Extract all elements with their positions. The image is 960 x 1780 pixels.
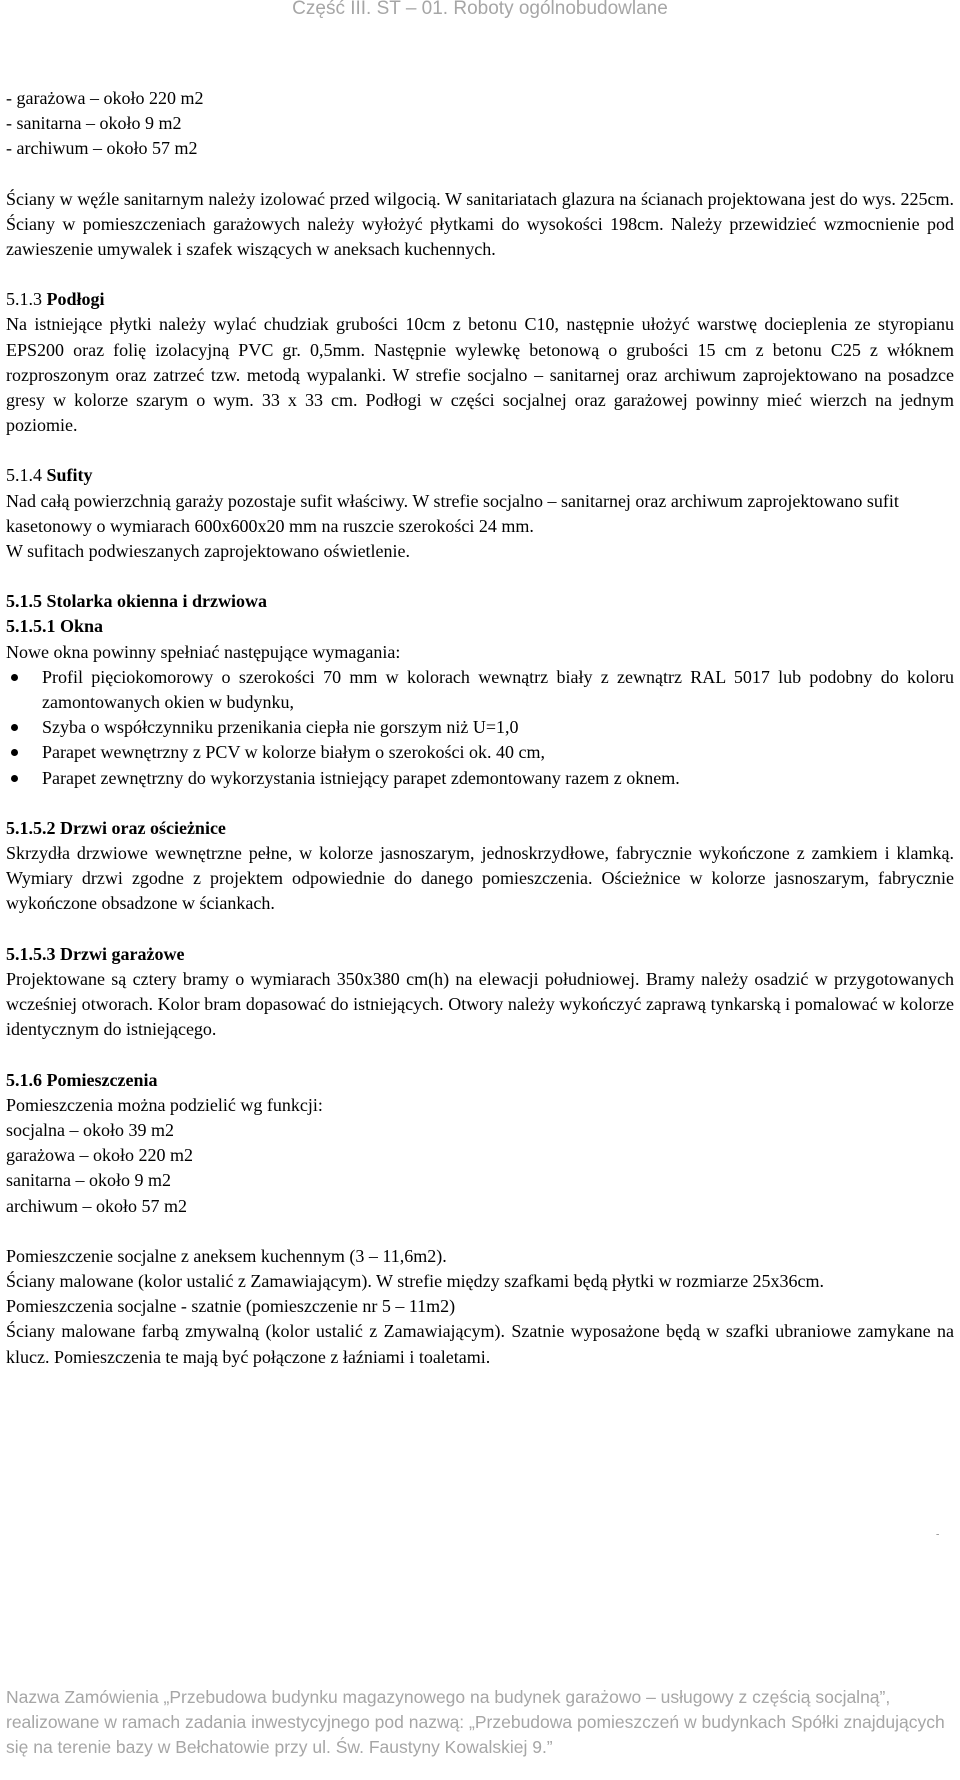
- stray-mark: -: [936, 1529, 940, 1540]
- rooms-paragraph-2: Ściany malowane (kolor ustalić z Zamawiającym). W strefie między szafkami będą płytki w rozmiarze 25x36cm.: [6, 1270, 825, 1291]
- list-item: garażowa – około 220 m2: [6, 1145, 193, 1166]
- list-item: archiwum – około 57 m2: [6, 1195, 187, 1216]
- ceilings-paragraph: Nad całą powierzchnią garaży pozostaje sufit właściwy. W strefie socjalno – sanitarnej oraz archiwum zaprojektowano sufit kasetonowy o wymiarach 600x600x20 mm na ruszcie szerokości 24 mm.: [6, 490, 899, 536]
- section-heading-floors: [6, 287, 954, 312]
- rooms-intro: Pomieszczenia można podzielić wg funkcji:: [6, 1094, 323, 1115]
- list-item: Szyba o współczynniku przenikania ciepła nie gorszym niż U=1,0: [6, 715, 954, 740]
- running-footer: Nazwa Zamówienia „Przebudowa budynku magazynowego na budynek garażowo – usługowy z częścią socjalną”, realizowane w ramach zadania inwestycyjnego pod nazwą: „Przebudowa pomieszczeń w budynkach Spółki znajdujących się na terenie bazy w Bełchatowie przy ul. Św. Faustyny Kowalskiej 9.”: [6, 1687, 945, 1757]
- subsection-heading-windows: 5.1.5.1 Okna: [6, 616, 104, 637]
- section-number: 5.1.6: [6, 1069, 42, 1090]
- garage-doors-paragraph: Projektowane są cztery bramy o wymiarach 350x380 cm(h) na elewacji południowej. Bramy należy osadzić w przygotowanych wcześniej otworach. Kolor bram dopasować do istniejących. Otwory należy wykończyć zaprawą tynkarską i pomalować w kolorze identycznym do istniejącego.: [6, 968, 954, 1040]
- ceilings-paragraph-2: W sufitach podwieszanych zaprojektowano oświetlenie.: [6, 541, 411, 562]
- section-heading-ceilings: [6, 463, 954, 488]
- rooms-paragraph-3: Pomieszczenia socjalne - szatnie (pomieszczenie nr 5 – 11m2): [6, 1296, 456, 1317]
- windows-requirements-list: [6, 665, 954, 791]
- section-number: 5.1.4: [6, 465, 42, 486]
- running-header: Część III. ST – 01. Roboty ogólnobudowlane: [292, 0, 668, 19]
- windows-intro: Nowe okna powinny spełniać następujące wymagania:: [6, 641, 401, 662]
- doors-paragraph: Skrzydła drzwiowe wewnętrzne pełne, w kolorze jasnoszarym, jednoskrzydłowe, fabrycznie wykończone z zamkiem i klamką. Wymiary drzwi zgodne z projektem odpowiednie do danego pomieszczenia. Ościeżnice w kolorze jasnoszarym, fabrycznie wykończone obsadzone w ściankach.: [6, 843, 954, 914]
- section-title: Sufity: [46, 465, 93, 486]
- section-title: Podłogi: [46, 289, 105, 310]
- list-item: - sanitarna – około 9 m2: [6, 113, 182, 134]
- section-heading-joinery: 5.1.5 Stolarka okienna i drzwiowa: [6, 591, 268, 612]
- section-heading-rooms: [6, 1068, 954, 1093]
- walls-paragraph: Ściany w węźle sanitarnym należy izolować przed wilgocią. W sanitariatach glazura na ścianach projektowana jest do wys. 225cm. Ściany w pomieszczeniach garażowych należy wyłożyć płytkami do wysokości 198cm. Należy przewidzieć wzmocnienie pod zawieszenie umywalek i szafek wiszących w aneksach kuchennych.: [6, 188, 954, 260]
- document-body: [6, 86, 954, 1370]
- subsection-heading-doors: 5.1.5.2 Drzwi oraz ościeżnice: [6, 817, 226, 838]
- section-number: 5.1.3: [6, 289, 42, 310]
- list-item: Profil pięciokomorowy o szerokości 70 mm w kolorach wewnątrz biały z zewnątrz RAL 5017 lub podobny do koloru zamontowanych okien w budynku,: [6, 665, 954, 715]
- list-item: Parapet wewnętrzny z PCV w kolorze białym o szerokości ok. 40 cm,: [6, 740, 954, 765]
- floors-paragraph: Na istniejące płytki należy wylać chudziak grubości 10cm z betonu C10, następnie ułożyć warstwę docieplenia ze styropianu EPS200 oraz folię izolacyjną PVC gr. 0,5mm. Następnie wylewkę betonową o grubości 15 cm z betonu C25 z włóknem rozproszonym oraz zatrzeć tzw. metodą wypalanki. W strefie socjalno – sanitarnej oraz archiwum zaprojektowano na posadzce gresy w kolorze szarym o wym. 33 x 33 cm. Podłogi w części socjalnej oraz garażowej powinny mieć wierzch na jednym poziomie.: [6, 314, 954, 436]
- rooms-paragraph-4: Ściany malowane farbą zmywalną (kolor ustalić z Zamawiającym). Szatnie wyposażone będą w szafki ubraniowe zamykane na klucz. Pomieszczenia te mają być połączone z łaźniami i toaletami.: [6, 1321, 954, 1367]
- section-title: Pomieszczenia: [46, 1069, 158, 1090]
- rooms-paragraph-1: Pomieszczenie socjalne z aneksem kuchennym (3 – 11,6m2).: [6, 1245, 447, 1266]
- subsection-heading-garage-doors: 5.1.5.3 Drzwi garażowe: [6, 943, 185, 964]
- list-item: sanitarna – około 9 m2: [6, 1170, 171, 1191]
- list-item: socjalna – około 39 m2: [6, 1119, 174, 1140]
- list-item: - garażowa – około 220 m2: [6, 88, 204, 108]
- list-item: - archiwum – około 57 m2: [6, 138, 198, 159]
- list-item: Parapet zewnętrzny do wykorzystania istniejący parapet zdemontowany razem z oknem.: [6, 766, 954, 791]
